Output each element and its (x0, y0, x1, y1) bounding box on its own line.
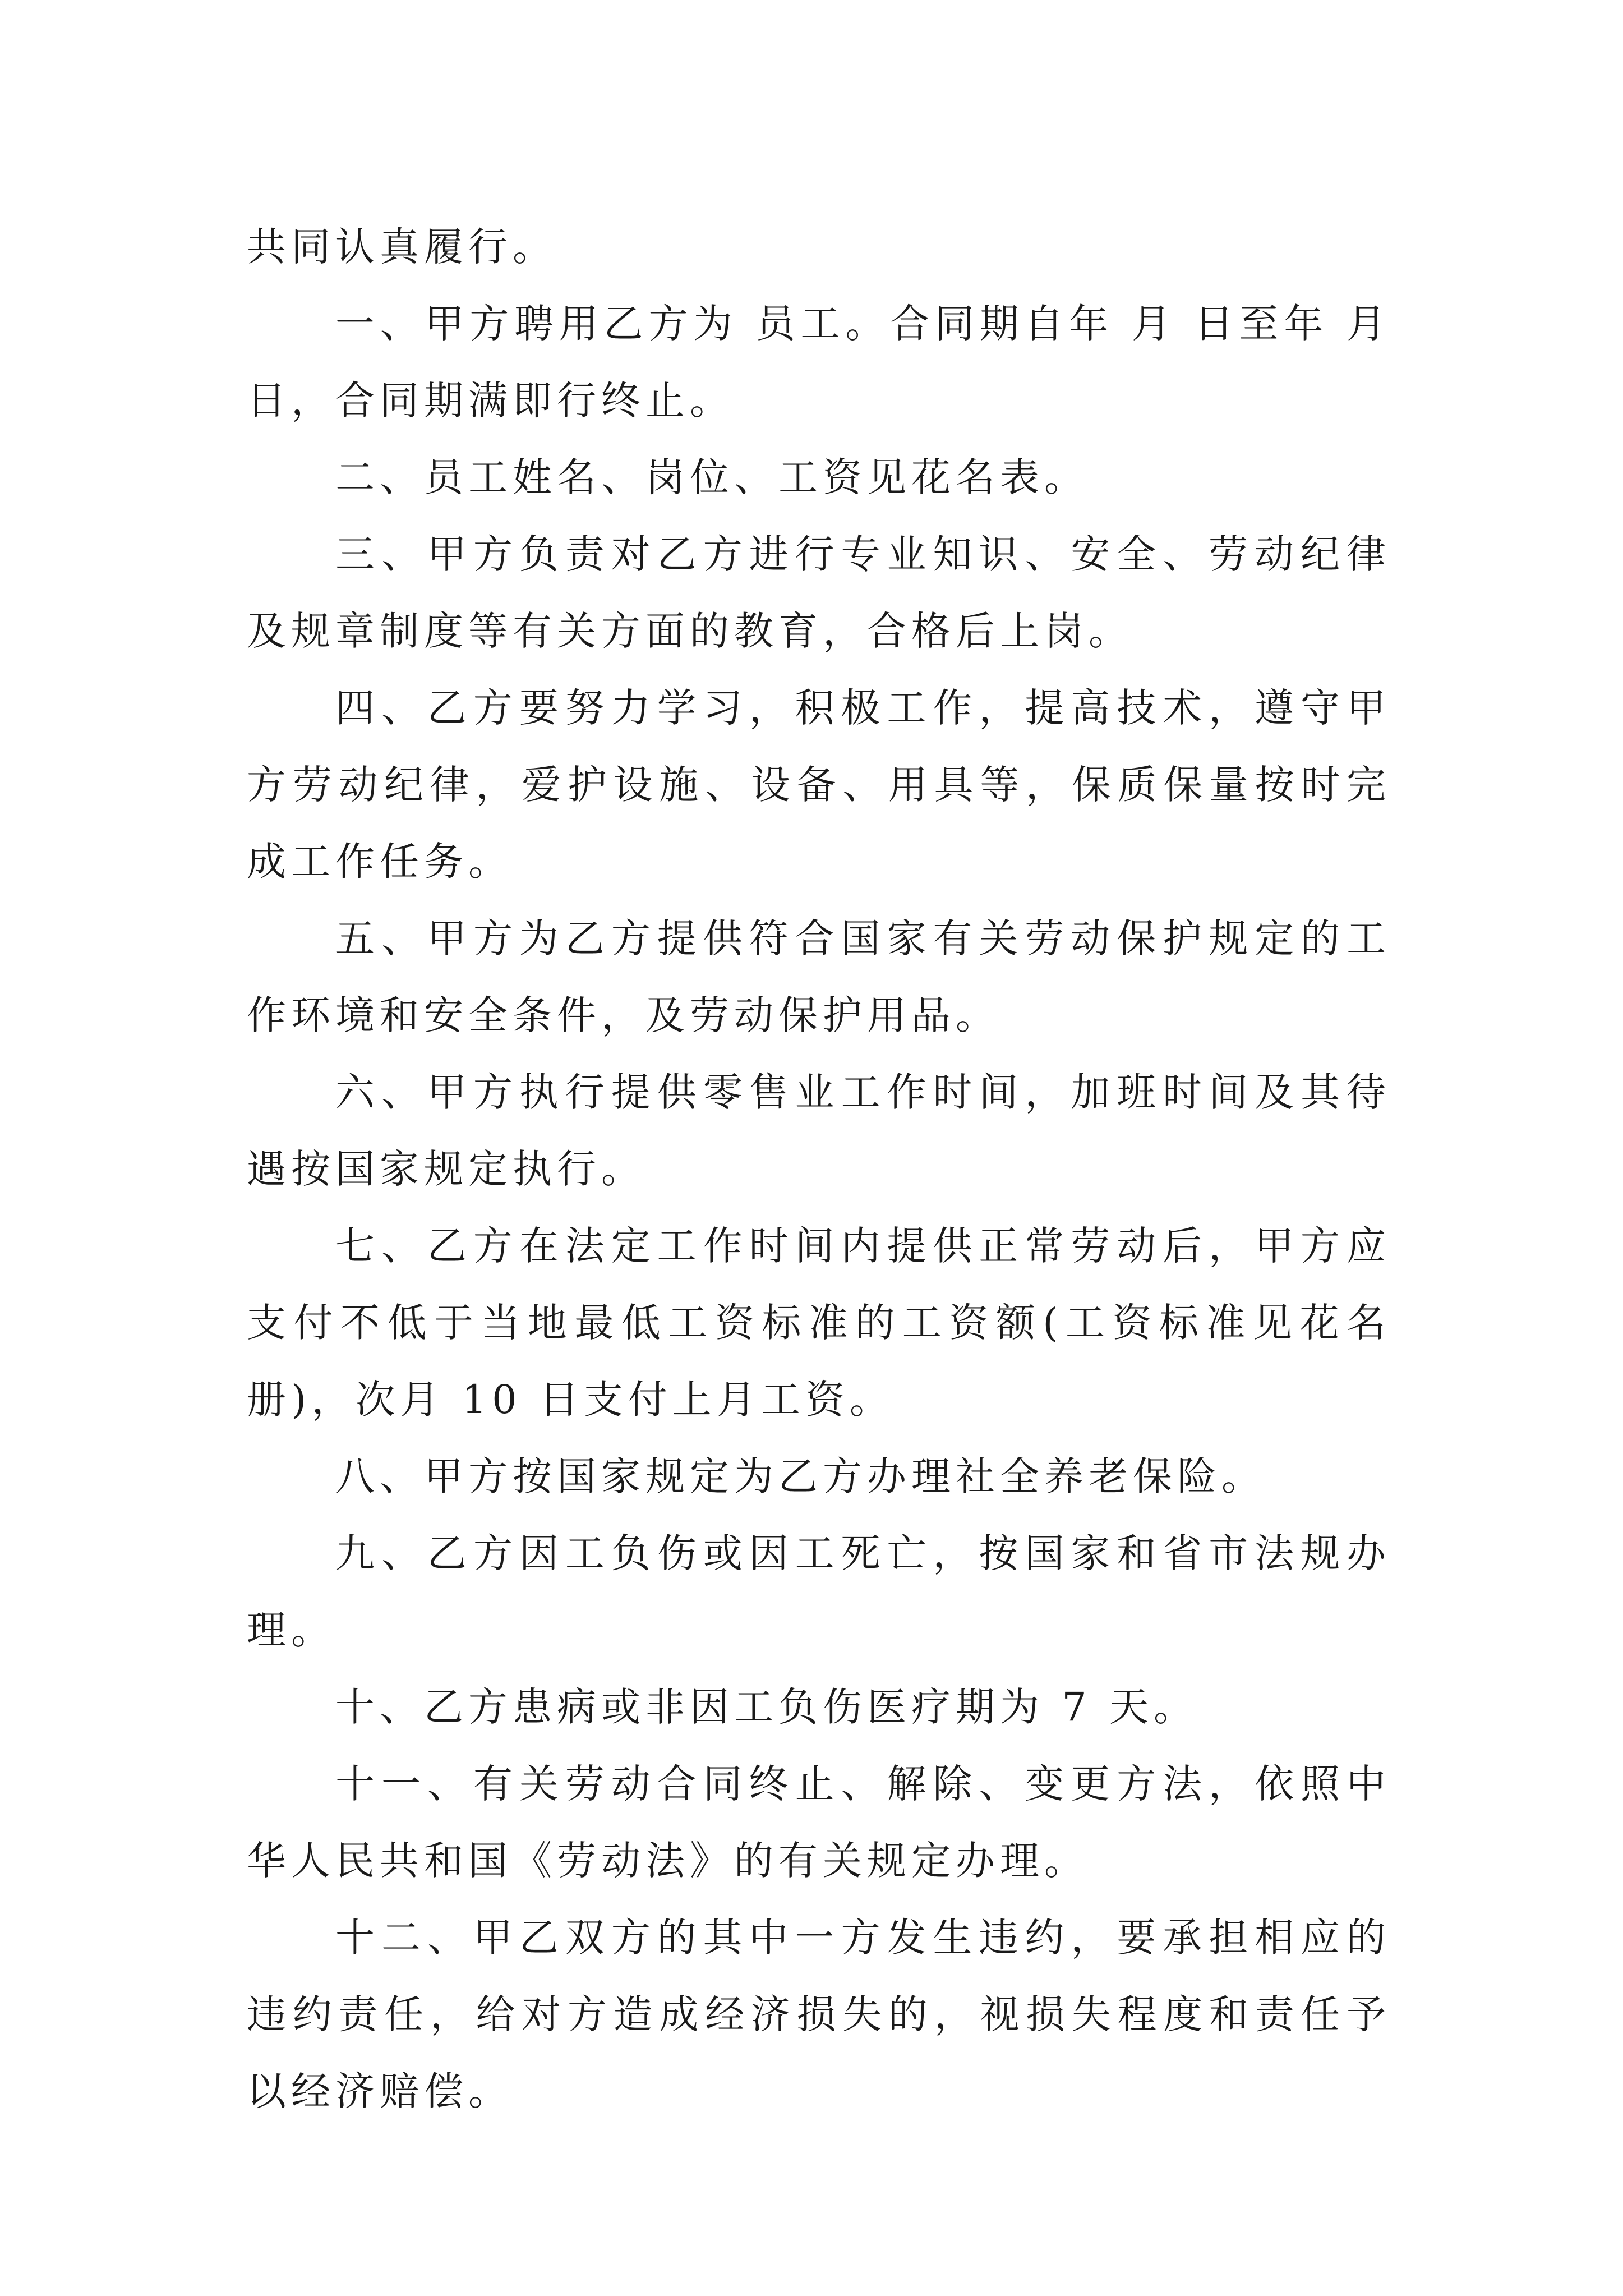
clause-7: 七、乙方在法定工作时间内提供正常劳动后，甲方应支付不低于当地最低工资标准的工资额(工资标准见花名册)，次月 10 日支付上月工资。 (247, 1223, 1391, 1423)
clause-3: 三、甲方负责对乙方进行专业知识、安全、劳动纪律及规章制度等有关方面的教育，合格后上岗。 (247, 531, 1391, 654)
clause-5: 五、甲方为乙方提供符合国家有关劳动保护规定的工作环境和安全条件，及劳动保护用品。 (247, 915, 1391, 1038)
clause-9: 九、乙方因工负伤或因工死亡，按国家和省市法规办理。 (247, 1530, 1391, 1653)
clause-8: 八、甲方按国家规定为乙方办理社全养老保险。 (335, 1453, 1266, 1499)
clause-1: 一、甲方聘用乙方为 员工。合同期自年 月 日至年 月日，合同期满即行终止。 (247, 301, 1391, 424)
clause-12: 十二、甲乙双方的其中一方发生违约，要承担相应的违约责任，给对方造成经济损失的，视损失程度和责任予以经济赔偿。 (247, 1915, 1391, 2114)
clause-2: 二、员工姓名、岗位、工资见花名表。 (335, 454, 1089, 500)
clause-6: 六、甲方执行提供零售业工作时间，加班时间及其待遇按国家规定执行。 (247, 1069, 1391, 1192)
paragraph-continuation: 共同认真履行。 (247, 224, 557, 270)
clause-11: 十一、有关劳动合同终止、解除、变更方法，依照中华人民共和国《劳动法》的有关规定办理。 (247, 1761, 1391, 1884)
clause-10: 十、乙方患病或非因工负伤医疗期为 7 天。 (335, 1684, 1198, 1730)
clause-4: 四、乙方要努力学习，积极工作，提高技术，遵守甲方劳动纪律，爱护设施、设备、用具等，保质保量按时完成工作任务。 (247, 685, 1391, 885)
contract-body (247, 209, 1391, 2130)
